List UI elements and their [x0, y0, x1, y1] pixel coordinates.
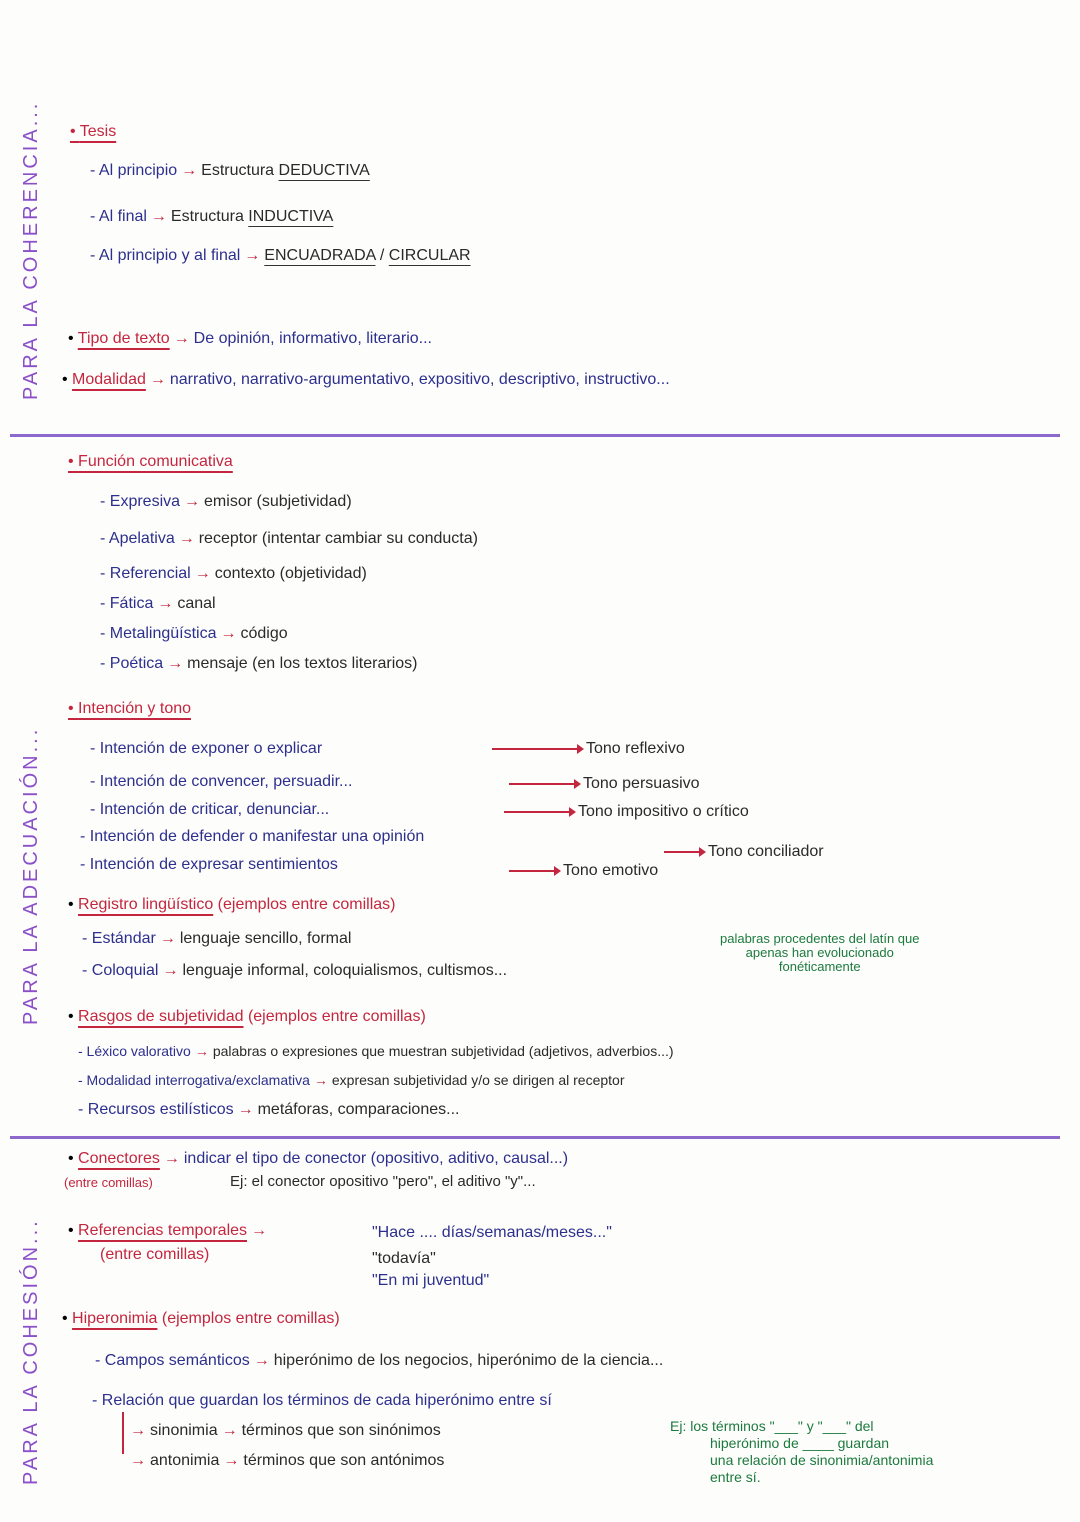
arrow-icon: →: [149, 371, 166, 388]
arrow-icon: [504, 811, 574, 813]
item-label: sinonimia: [150, 1422, 218, 1439]
hiperonimia-note: [670, 1418, 933, 1486]
item-label: - Recursos estilísticos: [78, 1101, 234, 1118]
heading-hiperonimia: • Hiperonimia (ejemplos entre comillas): [62, 1310, 340, 1327]
list-item: - Intención de defender o manifestar una opinión: [80, 828, 425, 845]
list-item: [78, 1101, 459, 1119]
item-label: - Expresiva: [100, 493, 181, 510]
arrow-icon: →: [150, 208, 167, 225]
tono-result: [488, 740, 685, 758]
list-item: [82, 930, 351, 948]
heading-note: (entre comillas): [64, 1175, 153, 1190]
list-item: [126, 1422, 441, 1440]
item-text: términos que son antónimos: [243, 1452, 445, 1469]
heading-note: (ejemplos entre comillas): [161, 1310, 340, 1327]
item-note: (objetividad): [279, 565, 367, 582]
arrow-icon: →: [163, 1150, 180, 1167]
example-text: Ej: el conector opositivo "pero", el aditivo "y"...: [230, 1173, 536, 1190]
heading-rasgos: • Rasgos de subjetividad (ejemplos entre comillas): [68, 1008, 426, 1025]
section-label-cohesion: PARA LA COHESIÓN...: [20, 1218, 42, 1485]
item-emphasis: ENCUADRADA: [264, 247, 376, 264]
item-text: indicar el tipo de conector (opositivo, aditivo, causal...): [183, 1150, 569, 1167]
item-text: De opinión, informativo, literario...: [193, 330, 432, 347]
list-item: [100, 625, 288, 643]
list-item: [100, 565, 367, 583]
heading-text: Intención y tono: [78, 700, 192, 717]
tipo-texto-line: • Tipo de texto → De opinión, informativo, literario...: [68, 330, 432, 347]
arrow-icon: →: [194, 565, 211, 582]
item-text: narrativo, narrativo-argumentativo, expositivo, descriptivo, instructivo...: [169, 371, 670, 388]
arrow-icon: →: [184, 493, 201, 510]
arrow-icon: [664, 851, 704, 853]
note-line: una relación de sinonimia/antonimia: [710, 1452, 934, 1468]
quote-example: "todavía": [372, 1250, 436, 1267]
item-text: Tono persuasivo: [583, 775, 700, 792]
list-item: [78, 1072, 625, 1088]
item-label: - Al final: [90, 208, 147, 225]
item-label: antonimia: [150, 1452, 220, 1469]
item-text: lenguaje sencillo, formal: [179, 930, 352, 947]
arrow-icon: →: [173, 330, 190, 347]
heading-text: Rasgos de subjetividad: [78, 1008, 244, 1025]
item-text: metáforas, comparaciones...: [257, 1101, 460, 1118]
item-label: - Metalingüística: [100, 625, 217, 642]
list-item: [100, 493, 352, 511]
item-text: hiperónimo de los negocios, hiperónimo de la ciencia...: [273, 1352, 664, 1369]
arrow-icon: →: [159, 930, 176, 947]
item-label: - Al principio: [90, 162, 178, 179]
item-text: contexto: [214, 565, 276, 582]
referencias-line: • Referencias temporales →: [68, 1222, 268, 1239]
item-label: - Referencial: [100, 565, 191, 582]
item-label: - Fática: [100, 595, 154, 612]
item-emphasis: INDUCTIVA: [248, 208, 334, 225]
arrow-icon: →: [223, 1452, 240, 1469]
note-line: Ej: los términos "___" y "___" del: [670, 1418, 874, 1434]
list-item: - Intención de convencer, persuadir...: [90, 773, 353, 790]
list-item: [90, 162, 370, 180]
item-text: canal: [177, 595, 216, 612]
item-note: (intentar cambiar su conducta): [261, 530, 478, 547]
heading-text: Hiperonimia: [72, 1310, 158, 1327]
item-text: Tono conciliador: [708, 843, 824, 860]
list-item: [100, 530, 478, 548]
item-text: código: [240, 625, 288, 642]
arrow-icon: →: [220, 625, 237, 642]
section-label-adecuacion: PARA LA ADECUACIÓN...: [20, 726, 42, 1025]
arrow-icon: →: [194, 1043, 209, 1059]
item-label: - Estándar: [82, 930, 156, 947]
note-line: hiperónimo de ____ guardan: [710, 1435, 890, 1451]
tono-result: [505, 862, 658, 880]
arrow-icon: [509, 870, 559, 872]
heading-registro: • Registro lingüístico (ejemplos entre comillas): [68, 896, 396, 913]
item-text: receptor: [198, 530, 258, 547]
item-label: - Coloquial: [82, 962, 159, 979]
arrow-icon: →: [162, 962, 179, 979]
item-note: (en los textos literarios): [252, 655, 418, 672]
item-text: términos que son sinónimos: [241, 1422, 441, 1439]
item-emphasis: DEDUCTIVA: [278, 162, 370, 179]
list-item: - Intención de criticar, denunciar...: [90, 801, 330, 818]
heading-text: Función comunicativa: [78, 453, 233, 470]
item-label: - Poética: [100, 655, 164, 672]
list-item: [82, 962, 507, 980]
modalidad-line: • Modalidad → narrativo, narrativo-argumentativo, expositivo, descriptivo, instructivo...: [62, 371, 670, 388]
item-text: emisor: [204, 493, 253, 510]
item-text: Estructura: [201, 162, 275, 179]
arrow-icon: →: [130, 1422, 146, 1439]
item-text: Tono reflexivo: [586, 740, 685, 757]
list-item: [90, 208, 333, 226]
heading-text: Tesis: [79, 123, 117, 140]
arrow-icon: →: [130, 1452, 146, 1469]
arrow-icon: →: [178, 530, 195, 547]
item-label: - Modalidad interrogativa/exclamativa: [78, 1072, 310, 1088]
list-item: - Relación que guardan los términos de cada hiperónimo entre sí: [92, 1392, 552, 1409]
item-text: lenguaje informal, coloquialismos, cultismos...: [182, 962, 508, 979]
item-emphasis: CIRCULAR: [388, 247, 471, 264]
note-line: entre sí.: [710, 1469, 761, 1485]
arrow-icon: [492, 748, 582, 750]
arrow-icon: →: [253, 1352, 270, 1369]
item-text: palabras o expresiones que muestran subjetividad (adjetivos, adverbios...): [212, 1043, 674, 1059]
item-note: (subjetividad): [256, 493, 352, 510]
cultismos-note: [720, 932, 919, 974]
heading-tesis: • Tesis: [70, 123, 117, 140]
arrow-icon: →: [167, 655, 184, 672]
arrow-icon: [509, 783, 579, 785]
heading-funcion: • Función comunicativa: [68, 453, 233, 470]
list-item: - Intención de exponer o explicar: [90, 740, 323, 757]
item-text: Tono impositivo o crítico: [578, 803, 749, 820]
tono-result: [660, 843, 824, 861]
list-item: [126, 1452, 444, 1470]
list-item: [100, 595, 216, 613]
list-item: [95, 1352, 663, 1370]
heading-text: Registro lingüístico: [78, 896, 214, 913]
arrow-icon: →: [181, 162, 198, 179]
arrow-icon: →: [157, 595, 174, 612]
list-item: - Al principio y al final → ENCUADRADA / CIRCULAR: [90, 247, 471, 264]
item-text: Estructura: [170, 208, 244, 225]
heading-note: (ejemplos entre comillas): [247, 1008, 426, 1025]
item-label: - Al principio y al final: [90, 247, 241, 264]
quote-example: "En mi juventud": [372, 1272, 490, 1289]
arrow-icon: →: [244, 247, 261, 264]
note-line: apenas han evolucionado: [745, 945, 894, 960]
heading-note: (entre comillas): [100, 1246, 210, 1263]
list-item: [78, 1043, 674, 1059]
tono-result: [505, 775, 700, 793]
arrow-icon: →: [251, 1222, 268, 1239]
note-line: palabras procedentes del latín que: [720, 931, 920, 946]
conectores-line: • Conectores → indicar el tipo de conector (opositivo, aditivo, causal...): [68, 1150, 569, 1167]
heading-text: Conectores: [78, 1150, 160, 1167]
item-text: expresan subjetividad y/o se dirigen al receptor: [331, 1072, 625, 1088]
divider: [10, 1136, 1060, 1139]
item-label: - Léxico valorativo: [78, 1043, 191, 1059]
note-line: fonéticamente: [778, 959, 861, 974]
heading-text: Referencias temporales: [78, 1222, 248, 1239]
item-label: - Apelativa: [100, 530, 175, 547]
arrow-icon: →: [237, 1101, 254, 1118]
divider: [10, 434, 1060, 437]
list-item: [100, 655, 417, 673]
item-text: Tono emotivo: [563, 862, 659, 879]
item-text: mensaje: [187, 655, 248, 672]
item-label: Tipo de texto: [77, 330, 170, 347]
item-label: Modalidad: [72, 371, 146, 388]
arrow-icon: →: [313, 1072, 328, 1088]
heading-intencion: • Intención y tono: [68, 700, 192, 717]
item-label: - Campos semánticos: [95, 1352, 250, 1369]
heading-note: (ejemplos entre comillas): [217, 896, 396, 913]
section-label-coherencia: PARA LA COHERENCIA...: [20, 100, 42, 400]
list-item: - Intención de expresar sentimientos: [80, 856, 338, 873]
quote-example: "Hace .... días/semanas/meses...": [372, 1224, 612, 1241]
arrow-icon: →: [221, 1422, 238, 1439]
tono-result: [500, 803, 749, 821]
